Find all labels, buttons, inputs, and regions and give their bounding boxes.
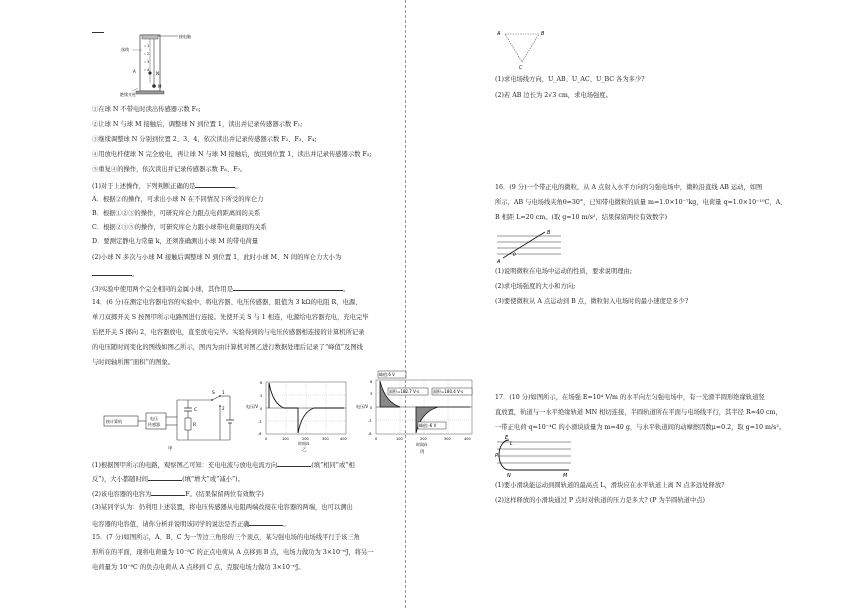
track-e-label: E <box>505 435 509 441</box>
q14-line5: 与时间轴所围“面积”的图象。 <box>92 359 175 366</box>
answer-blank <box>233 284 343 291</box>
q14-sub2 <box>92 489 264 499</box>
chart-b-ytick-3: 3 <box>260 394 263 398</box>
left-column <box>92 0 482 608</box>
q14-sub1-text-b: (填“相同”或“相 <box>311 462 355 469</box>
answer-blank <box>151 489 185 496</box>
chart-b-ytick-neg6: -6 <box>258 432 262 436</box>
chart-c-svg <box>354 368 478 454</box>
circuit-sensor-label-1: 电压 <box>150 416 158 421</box>
step-5: ⑤重复④的操作，依次读出并记录传感器示数 F₆、F₇。 <box>92 166 247 173</box>
track-p-label: P <box>495 453 499 459</box>
apparatus-wire-label: 丝线 <box>121 47 129 52</box>
column-separator <box>405 0 406 608</box>
chart-c-area2: 面积=180.4 V·s <box>433 389 464 394</box>
answer-blank <box>92 269 132 276</box>
chart-b-xtick-300: 300 <box>322 437 329 441</box>
chart-b-svg <box>244 374 354 452</box>
chart-c-xtick-100: 100 <box>396 437 403 441</box>
circuit-sensor-label-2: 传感器 <box>148 422 160 427</box>
voltage-chart-c <box>354 368 478 454</box>
triangle-svg <box>495 26 555 70</box>
circuit-s-label: S <box>212 391 215 396</box>
q14-sub1-line1 <box>92 460 355 470</box>
track-m-label: M <box>563 473 568 478</box>
chart-c-caption: 丙 <box>420 450 425 454</box>
answer-blank <box>148 474 182 481</box>
apparatus-position-4: 4 <box>147 68 150 72</box>
q14-sub2-text-b: F。(结果保留两位有效数字) <box>185 491 264 498</box>
triangle-figure <box>495 26 555 70</box>
q15-line2: 形所在的平面，现将电荷量为 10⁻⁸C 的正点电荷从 A 点移到 B 点，电场力做功为 3×10⁻⁶J，将另一 <box>92 549 374 556</box>
option-a: A．根据②的操作，可求出小球 N 在不同情况下所受的库仑力 <box>92 196 264 203</box>
circuit-figure <box>102 380 242 452</box>
chart-b-xtick-200: 200 <box>302 437 309 441</box>
chart-b-ytick-neg3: -3 <box>258 420 262 424</box>
particle-figure <box>495 228 565 264</box>
q14-sub2-text-a: (2)该电容器的电容为 <box>92 491 152 498</box>
q17-line2: 直放置，轨道与一水平绝缘轨道 MN 相切连接，半圆轨道所在平面与电场线平行，其半径 R=40 cm， <box>495 409 782 416</box>
track-svg <box>495 434 575 478</box>
q16-line2: 所示，AB 与电场线夹角θ=30°，已知带电微粒的质量 m=1.0×10⁻⁷kg，电荷量 q=1.0×10⁻¹⁰C，A、 <box>495 199 787 206</box>
q14-sub3-text-b: 电容器的电容值，请你分析并说明该同学的说法是否正确 <box>92 521 250 528</box>
chart-b-ytick-0: 0 <box>260 407 263 411</box>
triangle-c-label: C <box>519 65 523 70</box>
chart-b-xtick-100: 100 <box>282 437 289 441</box>
q13-part3-text: (3)实验中使用两个完全相同的金属小球，其作用是 <box>92 286 234 293</box>
q17-sub1: (1)要小滑块能运动到圆轨道的最高点 L，滑块应在水平轨道上离 N 点多远处释放? <box>495 482 725 489</box>
circuit-2-label: 2 <box>222 406 225 411</box>
apparatus-position-2: 2 <box>147 52 150 56</box>
q14-line2: 单刀双掷开关 S 按图甲所示电路图进行连接。先使开关 S 与 1 相连，电源给电容器充电，充电完毕 <box>92 314 369 321</box>
chart-b-xtick-400: 400 <box>340 437 347 441</box>
track-l-label: L <box>510 441 513 447</box>
q15-line3: 电荷量为 10⁻⁸C 的负点电荷从 A 点移到 C 点，克服电场力做功 3×10⁻⁶J。 <box>92 564 305 571</box>
q13-part3: (3)实验中使用两个完全相同的金属小球，其作用是 。 <box>92 286 350 293</box>
chart-c-ytick-3: 3 <box>370 392 373 396</box>
apparatus-a-label: A <box>133 69 136 74</box>
track-n-label: N <box>507 473 511 478</box>
step-4: ④用放电杆使球 N 完全放电，再让球 N 与球 M 接触后，放回到位置 1，读出并记录传感器示数 F₅; <box>92 151 372 158</box>
q14-sub1-text-c: 反”)，大小都随时间 <box>92 476 149 483</box>
circuit-computer-label: 接计算机 <box>106 419 122 424</box>
q14-line1: 14．(6 分)在测定电容器电容的实验中，将电容器、电压传感器、阻值为 3 kΩ的电阻 R、电源、 <box>92 299 362 306</box>
apparatus-svg <box>120 28 210 98</box>
q14-sub3-line1: (3)某同学认为：仍利用上述装置，将电压传感器从电阻两端改接在电容器的两端，也可以测出 <box>92 504 353 511</box>
chart-c-ytick-neg6: -6 <box>368 432 372 436</box>
q17-line3: 一带正电荷 q=10⁻⁴C 的小滑块质量为 m=40 g，与水平轨道间的动摩擦因数μ=0.2，取 g=10 m/s²。 <box>495 424 786 431</box>
q14-sub1-text-a: (1)根据图甲所示的电路，观察图乙可知：充电电流与放电电流方向 <box>92 462 278 469</box>
chart-c-peak2: 峰值:-6 V <box>419 423 437 428</box>
q13-part1-text: (1)对于上述操作，下列判断正确的是 <box>92 183 196 190</box>
triangle-b-label: B <box>541 31 545 37</box>
particle-b-label: B <box>547 230 551 236</box>
answer-blank <box>195 181 235 188</box>
apparatus-n-label: N <box>156 71 159 76</box>
option-b: B．根据①②③的操作，可研究库仑力跟点电荷距离间的关系 <box>92 210 261 217</box>
circuit-svg <box>102 380 242 452</box>
header-rule <box>92 32 104 33</box>
chart-c-xtick-0: 0 <box>375 437 378 441</box>
chart-c-xtick-300: 300 <box>444 437 451 441</box>
circuit-caption: 甲 <box>168 447 173 452</box>
q16-sub3: (3)要使微粒从 A 点运动到 B 点，微粒射入电场时的最小速度是多少? <box>495 298 689 305</box>
step-3: ③继续调整球 N 分别到位置 2、3、4，依次读出并记录传感器示数 F₂、F₃、F₄; <box>92 136 317 143</box>
q14-line3: 后把开关 S 掷向 2，电容器放电，直至放电完毕。实验得到的与电压传感器相连接的计算机所记录 <box>92 329 365 336</box>
chart-b-xlabel: 时间/s <box>298 441 310 446</box>
q15-sub1: (1)求电场线方向，U_AB、U_AC、U_BC 各为多少? <box>495 76 645 83</box>
track-figure <box>495 434 575 478</box>
chart-b-xtick-0: 0 <box>265 437 268 441</box>
q14-line4: 的电压随时间变化的图线如图乙所示，图丙为由计算机对图乙进行数据处理后记录了“峰值”及图线 <box>92 344 363 351</box>
q16-line1: 16．(9 分)一个带正电的微粒，从 A 点射入水平方向的匀强电场中，微粒沿直线 AB 运动，如图 <box>495 184 763 191</box>
answer-blank <box>277 460 311 467</box>
apparatus-position-3: 3 <box>147 60 150 64</box>
q13-part1-stem: (1)对于上述操作，下列判断正确的是 。 <box>92 183 242 190</box>
q16-sub1: (1)说明微粒在电场中运动的性质，要求说明理由; <box>495 268 632 275</box>
chart-c-xlabel: 时间/s <box>416 442 428 447</box>
chart-c-ytick-6: 6 <box>370 380 373 384</box>
q14-sub1-text-d: (填“增大”或“减小”)。 <box>182 476 244 483</box>
circuit-r-label: R <box>193 423 197 428</box>
chart-c-ylabel: 电压/V <box>356 404 369 409</box>
q16-sub2: (2)求电场强度的大小和方向; <box>495 283 576 290</box>
chart-c-area1: 面积=182.7 V·s <box>389 389 420 394</box>
chart-c-ytick-neg3: -3 <box>368 419 372 423</box>
option-d: D．要测定静电力常量 k，还须准确测出小球 M 的带电荷量 <box>92 238 259 245</box>
coulomb-apparatus-figure <box>120 28 210 98</box>
option-c: C．根据②③⑤的操作，可研究库仑力跟小球带电荷量间的关系 <box>92 224 267 231</box>
q17-sub2: (2)这样释放的小滑块通过 P 点时对轨道的压力是多大? (P 为半圆轨道中点) <box>495 497 706 504</box>
q13-part2-line2 <box>92 269 138 279</box>
circuit-c-label: C <box>194 408 198 413</box>
q14-sub1-line2 <box>92 474 244 484</box>
chart-c-xtick-200: 200 <box>420 437 427 441</box>
chart-c-ytick-0: 0 <box>370 406 373 410</box>
step-1: ①在球 N 不带电时读出传感器示数 F₀; <box>92 106 201 113</box>
step-2: ②让球 N 与球 M 接触后，调整球 N 到位置 1，读出并记录传感器示数 F₁; <box>92 121 303 128</box>
chart-b-ylabel: 电压/V <box>246 404 259 409</box>
apparatus-stand-label: 绝缘支柱 <box>120 92 136 97</box>
q14-sub3-line2 <box>92 519 290 529</box>
q15-sub2: (2)若 AB 边长为 2√3 cm，求电场强度。 <box>495 92 612 99</box>
circuit-1-label: 1 <box>222 390 225 395</box>
right-column <box>495 0 825 608</box>
triangle-a-label: A <box>497 31 501 37</box>
q13-part2-end: 。 <box>132 271 139 278</box>
q17-line1: 17．(10 分)如图所示，在场强 E=10⁴ V/m 的水平向左匀强电场中，有一光滑半圆形绝缘轨道竖 <box>495 394 765 401</box>
chart-b-ytick-6: 6 <box>260 381 263 385</box>
chart-c-peak1: 峰值:6 V <box>379 372 395 377</box>
q15-line1: 15．(7 分)如图所示，A、B、C 为一等边三角形的三个顶点，某匀强电场的电场线平行于该三角 <box>92 534 360 541</box>
q16-line3: B 相距 L=20 cm。(取 g=10 m/s²，结果保留两位有效数字) <box>495 214 668 221</box>
chart-b-caption: 乙 <box>302 448 307 452</box>
apparatus-sensor-label: 接电脑 <box>179 34 191 39</box>
chart-c-xtick-400: 400 <box>464 437 471 441</box>
particle-svg <box>495 228 565 264</box>
apparatus-m-label: M <box>158 84 162 89</box>
q14-sub3-text-c: 。 <box>283 521 290 528</box>
particle-theta-label: θ <box>513 253 516 258</box>
voltage-chart-b <box>244 374 354 452</box>
particle-a-label: A <box>497 259 501 264</box>
answer-blank <box>249 519 283 526</box>
apparatus-position-1: 1 <box>147 44 150 48</box>
q13-part2-line1: (2)小球 N 多次与小球 M 接触后调整球 N 到位置 1，此时小球 M、N 间的库仑力大小为 <box>92 254 342 261</box>
